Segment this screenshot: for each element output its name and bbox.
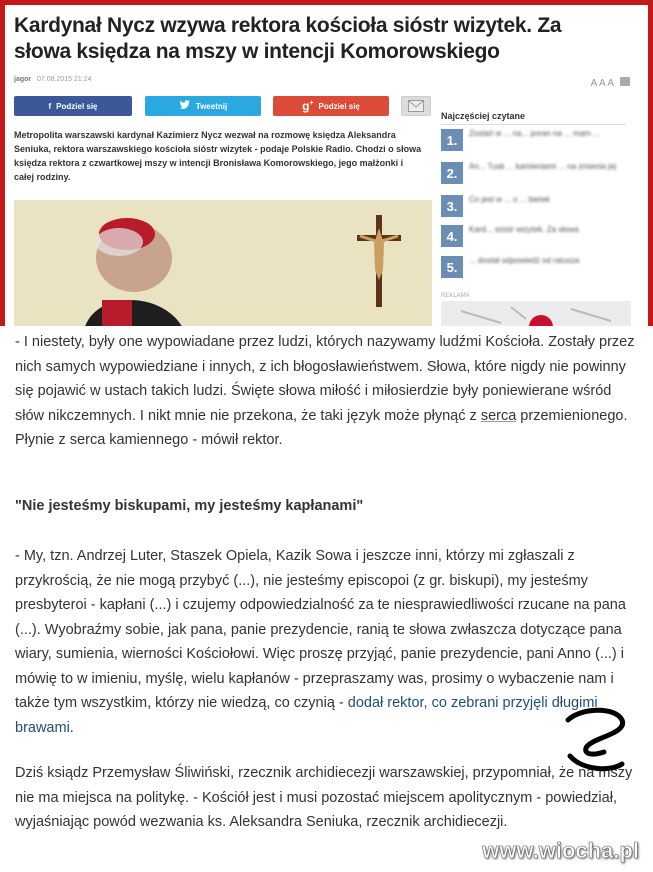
googleplus-share-button[interactable]	[273, 96, 389, 116]
article-lead: Metropolita warszawski kardynał Kazimierz Nycz wezwał na rozmowę księdza Aleksandra Seniuka, rektora warszawskiego kościoła sióstr wizytek - podaje Polskie Radio. Chodzi o słowa księdza rektora z czwartkowej mszy w intencji Bronisława Komorowskiego, jego małżonki i całej rodziny.	[14, 130, 422, 182]
article-paragraph	[15, 761, 640, 835]
facebook-share-button[interactable]	[14, 96, 132, 116]
popular-item[interactable]	[441, 256, 631, 280]
paragraph-text: - My, tzn. Andrzej Luter, Staszek Opiela, Kazik Sowa i jeszcze inni, którzy mi zgłaszali z przykrością, że nie mogą przybyć (...), nie jesteśmy episcopoi (z gr. biskupi), my jesteśmy presbyteroi - kapłani (...) i czujemy odpowiedzialność za te niesprawiedliwości rzucane na pana (...). Wyobraźmy sobie, jak pana, panie prezydencie, ranią te słowa zwłaszcza dotyczące pana wiary, sumienia, wierności Kościołowi. Więc proszę przyjąć, panie prezydencie, pani Anno (...) i mówię to w imieniu, myślę, wielu kapłanów - przepraszamy was, prosimy o wybaczenie nam i także tym wszystkim, którzy nie wiedzą, co czynią -	[15, 548, 626, 711]
popular-item-text[interactable]: ... dostał odpowiedź od ratusza	[469, 256, 580, 265]
article-paragraph	[15, 330, 640, 453]
popular-heading: Najczęściej czytane	[441, 111, 526, 121]
paragraph-text: .	[69, 719, 74, 736]
author[interactable]: jagor	[14, 76, 32, 83]
article-paragraph	[15, 544, 640, 740]
popular-item[interactable]	[441, 162, 631, 186]
article-subheading: "Nie jesteśmy biskupami, my jesteśmy kapłanami"	[15, 498, 364, 514]
popular-item-number: 4.	[441, 225, 463, 247]
popular-item-text[interactable]: Zostań w ... na... poran na ... mam ...	[469, 129, 600, 138]
paragraph-text: Dziś ksiądz Przemysław Śliwiński, rzecznik archidiecezji warszawskiej, przypomniał, że na mszy nie ma miejsca na politykę. - Kościół jest i musi pozostać miejscem apolitycznym - powiedział, wyjaśniając powód wezwania ks. Aleksandra Seniuka, rzecznik archidiecezji.	[15, 765, 633, 830]
twitter-icon	[179, 100, 191, 112]
sidebar-divider	[441, 124, 626, 125]
page-title: Kardynał Nycz wzywa rektora kościoła sióstr wizytek. Za słowa księdza na mszy w intencji Komorowskiego	[14, 14, 562, 63]
font-size-controls	[591, 77, 630, 89]
twitter-share-label: Tweetnij	[195, 101, 228, 111]
googleplus-share-label: Podziel się	[318, 101, 360, 111]
popular-item-text[interactable]: Co jest w ... o ... bietek	[469, 195, 550, 204]
date: 07.08.2015 21:24	[36, 76, 92, 83]
envelope-icon	[408, 100, 424, 112]
print-icon[interactable]	[620, 77, 630, 86]
ad-banner[interactable]	[441, 301, 631, 326]
facebook-icon: f	[48, 101, 52, 111]
inline-link[interactable]: dodał rektor, co zebrani przyjęli długimi brawami	[15, 695, 598, 736]
popular-item[interactable]	[441, 129, 631, 153]
byline	[14, 76, 91, 83]
inline-link[interactable]: serca	[480, 407, 517, 424]
popular-item[interactable]	[441, 225, 631, 249]
ad-label: REKLAMA	[441, 293, 470, 299]
popular-item[interactable]	[441, 195, 631, 219]
watermark: www.wiocha.pl	[482, 838, 639, 863]
facebook-share-label: Podziel się	[56, 101, 98, 111]
article-photo	[14, 200, 432, 326]
article-body	[0, 326, 653, 872]
paragraph-text: - I niestety, były one wypowiadane przez ludzi, których nazywamy ludźmi Kościoła. Zostały przez nich samych wypowiedziane i innych, z ich błogosławieństwem. Słowa, które nigdy nie powinny się pojawić w ustach takich ludzi. Święte słowa miłość i miłosierdzie były poniewierane wśród słów nikczemnych. I nikt mnie nie przekona, że taki język może płynąć z	[15, 334, 635, 424]
popular-item-number: 2.	[441, 162, 463, 184]
paragraph-text: przemienionego. Płynie z serca kamiennego - mówił rektor.	[15, 407, 628, 448]
question-mark-doodle	[560, 706, 640, 781]
popular-item-text[interactable]: An... Tusk ... kamieniami ... na zmienia jej	[469, 162, 617, 171]
googleplus-icon: g+	[302, 99, 314, 113]
popular-item-number: 5.	[441, 256, 463, 278]
popular-item-text[interactable]: Kard... sióstr wizytek. Za słowa	[469, 225, 579, 234]
twitter-share-button[interactable]	[145, 96, 261, 116]
screenshot-frame	[0, 0, 653, 326]
popular-item-number: 1.	[441, 129, 463, 151]
article-header-area	[5, 5, 648, 326]
popular-item-number: 3.	[441, 195, 463, 217]
font-size-control-labels[interactable]: A A A	[590, 78, 614, 89]
email-share-button[interactable]	[401, 96, 431, 116]
